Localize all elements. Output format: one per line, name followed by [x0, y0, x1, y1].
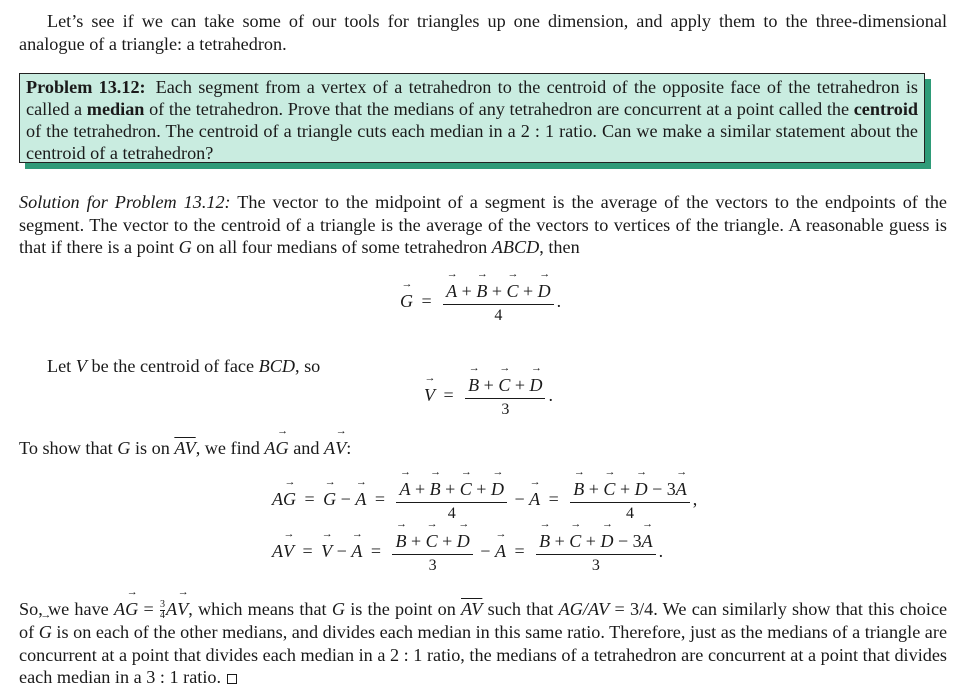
var-g: G [117, 438, 131, 458]
var-abcd: ABCD [491, 237, 540, 257]
eq-end: , [692, 489, 698, 510]
fraction-numerator: → B + → C + → D − 3→ A [536, 530, 655, 555]
term-median: median [86, 99, 145, 119]
eq-end: . [548, 385, 553, 406]
text: To show that [19, 438, 113, 458]
problem-box [19, 73, 925, 163]
eq-end: . [658, 541, 664, 562]
eq-sign: = [443, 385, 454, 406]
qed-square-icon [227, 674, 237, 684]
fraction-denominator: 4 [447, 505, 456, 522]
text: is on each of the other medians, and divides each median in this same ratio. Therefore, just as the medians of a triangle are concurrent at a point that divides each median in a 2 : 1 ratio, the medians of a tetrahedron are concurrent at a point that divides each median in a 3 : 1 ratio. [19, 622, 948, 688]
term-centroid: centroid [853, 99, 919, 119]
to-show-paragraph: To show that G is on $\overline{AV}$, we find A→ G and A→ V: [19, 437, 947, 460]
fraction-numerator: 3 [159, 599, 165, 611]
text: So, we have [19, 599, 109, 619]
fraction: → $\frac{B + \to C + \to D - 3\to A}{4}$ [570, 478, 689, 524]
var-g: G [331, 599, 345, 619]
var-g: G [178, 237, 192, 257]
fraction-denominator: 4 [159, 610, 165, 622]
fraction-numerator: → A + → B + → C + → D [443, 280, 553, 305]
fraction [396, 478, 506, 524]
equation-centroid-v [424, 374, 553, 420]
ratio: AG/AV [558, 599, 610, 619]
text: such that [487, 599, 554, 619]
eq-end: . [556, 291, 562, 312]
solution-paragraph [19, 191, 947, 259]
problem-text-3: of the tetrahedron. The centroid of a triangle cuts each median in a 2 : 1 ratio. Can we make a similar statement about the centroid of a tetrahedron? [26, 121, 918, 163]
var-v: V [75, 356, 87, 376]
segment-av: $\overline{AV}$ [461, 599, 483, 619]
fraction-numerator: → A + → B + → C + → D [396, 478, 506, 503]
eq-sign: = [304, 489, 315, 510]
text: , which means that [188, 599, 327, 619]
solution-heading: Solution for Problem 13.12: [19, 192, 231, 212]
fraction [392, 530, 472, 576]
problem-label: Problem 13.12: [26, 77, 146, 97]
fraction-denominator: 4 [494, 307, 503, 324]
text: is on [134, 438, 170, 458]
var-bcd: BCD [258, 356, 295, 376]
solution-text-3: , then [539, 237, 580, 257]
text: : [346, 438, 352, 458]
text: and [293, 438, 320, 458]
text: be the centroid of face [91, 356, 255, 376]
fraction-denominator: 3 [428, 557, 437, 574]
fraction [465, 374, 545, 420]
problem-text-2: of the tetrahedron. Prove that the medians of any tetrahedron are concurrent at a point called the [149, 99, 850, 119]
eq-sign: = [421, 291, 432, 312]
solution-text-2: on all four medians of some tetrahedron [196, 237, 488, 257]
three-quarters-fraction [160, 600, 165, 621]
fraction: → $\frac{B + \to C + \to D - 3\to A}{3}$ [536, 530, 655, 576]
fraction-denominator: 3 [501, 401, 510, 418]
problem-text-1: Each segment from a vertex of a tetrahedron to the centroid of the opposite face of the tetrahedron is called a [26, 77, 918, 119]
text: Let [47, 356, 72, 376]
text: = 3/4. We can similarly show that this choice of [19, 599, 948, 643]
segment-av: $\overline{AV}$ [174, 438, 196, 458]
equation-centroid-g [400, 280, 561, 326]
fraction-numerator: → B + → C + → D − 3→ A [570, 478, 689, 503]
intro-text: Let’s see if we can take some of our tools for triangles up one dimension, and apply them to the three-dimensional analogue of a triangle: a tetrahedron. [19, 11, 947, 54]
fraction [443, 280, 553, 326]
intro-paragraph [19, 10, 947, 55]
text: , we find [195, 438, 260, 458]
equation-av: A→ V = → V − → A = → $\frac{B + \to C + \to D}{3}$ − → A = → $\frac{B + \to C + \to D - 3\to A}{3}$ . [272, 530, 663, 576]
text: , so [294, 356, 321, 376]
conclusion-paragraph: So, we have A→ G = $\frac{3}{4}$ A→ V, which means that G is the point on $\overline{AV}$ such that AG/AV = 3/4. We can similarly show that this choice of → G is on each of the other medians, and divides each median in this same ratio. Therefore, just as the medians of a triangle are concurrent at a point that divides each median in a 2 : 1 ratio, the medians of a tetrahedron are concurrent at a point that divides each median in a 3 : 1 ratio. [19, 598, 947, 689]
minus-sign: − [340, 489, 351, 510]
fraction-numerator: → B + → C + → D [465, 374, 545, 399]
fraction-numerator: → B + → C + → D [392, 530, 472, 555]
equation-ag: A→ G = → G − → A = → $\frac{A + \to B + \to C + \to D}{4}$ − → A = → $\frac{B + \to C + \to D - 3\to A}{4}$ , [272, 478, 697, 524]
text: is the point on [350, 599, 456, 619]
solution-text-1: The vector to the midpoint of a segment is the average of the vectors to the endpoints of the segment. The vector to the centroid of a triangle is the average of the vectors to vertices of the triangle. A reasonable guess is that if there is a point [19, 192, 948, 257]
vec-g: → G [400, 290, 413, 312]
vec-v: → V [424, 384, 435, 406]
coefficient: 3 [666, 479, 676, 499]
